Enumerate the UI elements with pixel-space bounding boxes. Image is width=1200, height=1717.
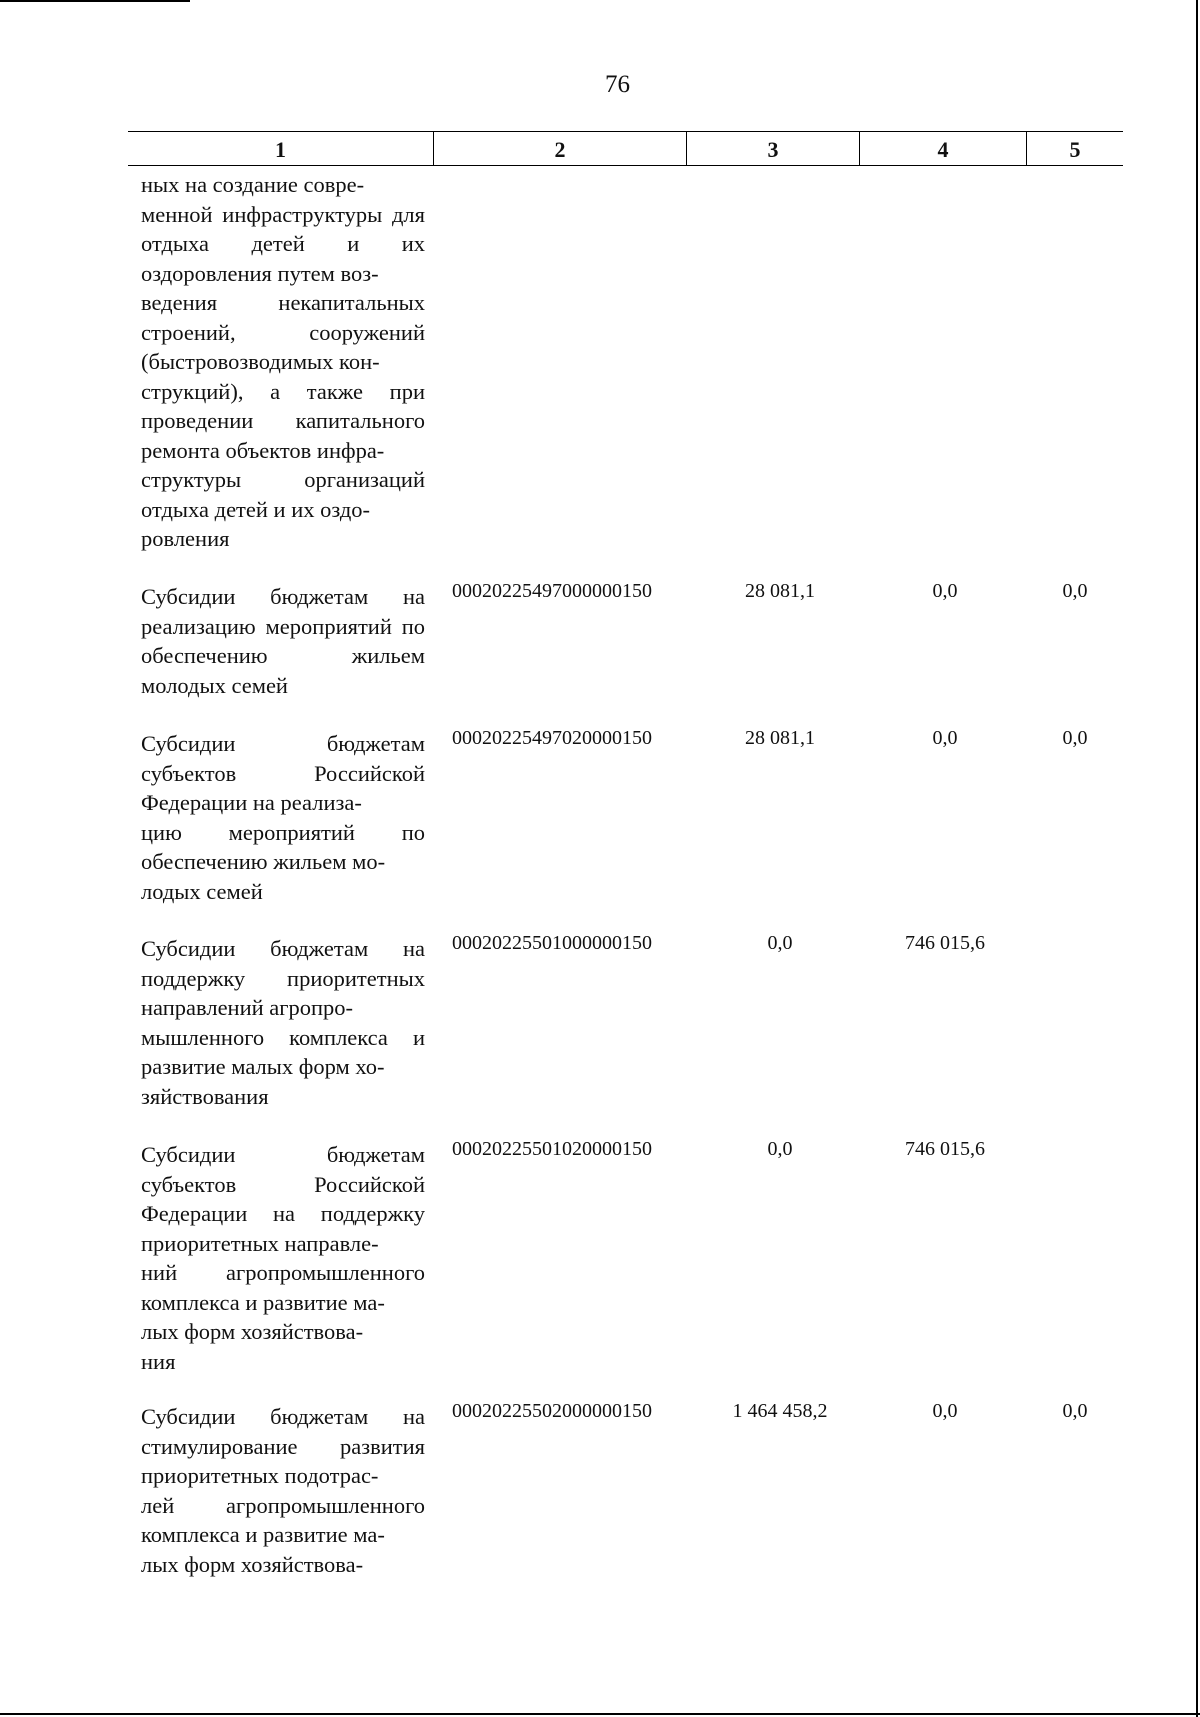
page-number: 76: [605, 71, 630, 98]
row-value-col4: 746 015,6: [905, 932, 985, 954]
row-description: Субсидии бюджетам на поддержку приоритетных направлений агропро- мышленного комплекса и развитие малых форм хо- зяйствования: [141, 936, 425, 1109]
row-value-col4: 0,0: [932, 580, 958, 602]
continuation-description: ных на создание совре- менной инфраструктуры для отдыха детей и их оздоровления путем воз- ведения некапитальных строений, сооружений (быстровозводимых кон- струкций), а также при проведении капитального ремонта объектов инфра- структуры организаций отдыха детей и их оздо- ровления: [141, 172, 425, 551]
table-header: [128, 131, 1123, 166]
scan-border-right: [1196, 0, 1198, 1717]
row-value-col3: 1 464 458,2: [732, 1400, 828, 1422]
row-code: 00020225497000000150: [452, 580, 652, 602]
row-value-col5: 0,0: [1062, 580, 1088, 602]
row-value-col3: 28 081,1: [745, 580, 815, 602]
column-header-1: 1: [275, 137, 286, 162]
row-value-col3: 28 081,1: [745, 727, 815, 749]
scan-border-top: [0, 0, 190, 2]
row-code: 00020225501020000150: [452, 1138, 652, 1160]
column-header-2: 2: [433, 132, 686, 165]
row-value-col3: 0,0: [767, 932, 793, 954]
row-value-col5: 0,0: [1062, 727, 1088, 749]
row-description: Субсидии бюджетам субъектов Российской Федерации на реализа- цию мероприятий по обеспечению жильем мо- лодых семей: [141, 731, 425, 904]
scan-border-bottom: [0, 1713, 1200, 1715]
column-header-4: 4: [859, 132, 1026, 165]
row-value-col4: 746 015,6: [905, 1138, 985, 1160]
row-description: Субсидии бюджетам на реализацию мероприятий по обеспечению жильем молодых семей: [141, 584, 425, 698]
row-value-col4: 0,0: [932, 727, 958, 749]
row-code: 00020225502000000150: [452, 1400, 652, 1422]
row-description: Субсидии бюджетам на стимулирование развития приоритетных подотрас- лей агропромышленного комплекса и развитие ма- лых форм хозяйствова-: [141, 1404, 425, 1577]
row-value-col3: 0,0: [767, 1138, 793, 1160]
row-description: Субсидии бюджетам субъектов Российской Федерации на поддержку приоритетных направле- ний агропромышленного комплекса и развитие ма- лых форм хозяйствова- ния: [141, 1142, 425, 1374]
column-header-5: 5: [1026, 132, 1123, 165]
row-code: 00020225497020000150: [452, 727, 652, 749]
row-value-col4: 0,0: [932, 1400, 958, 1422]
row-value-col5: 0,0: [1062, 1400, 1088, 1422]
row-code: 00020225501000000150: [452, 932, 652, 954]
column-header-3: 3: [686, 132, 859, 165]
